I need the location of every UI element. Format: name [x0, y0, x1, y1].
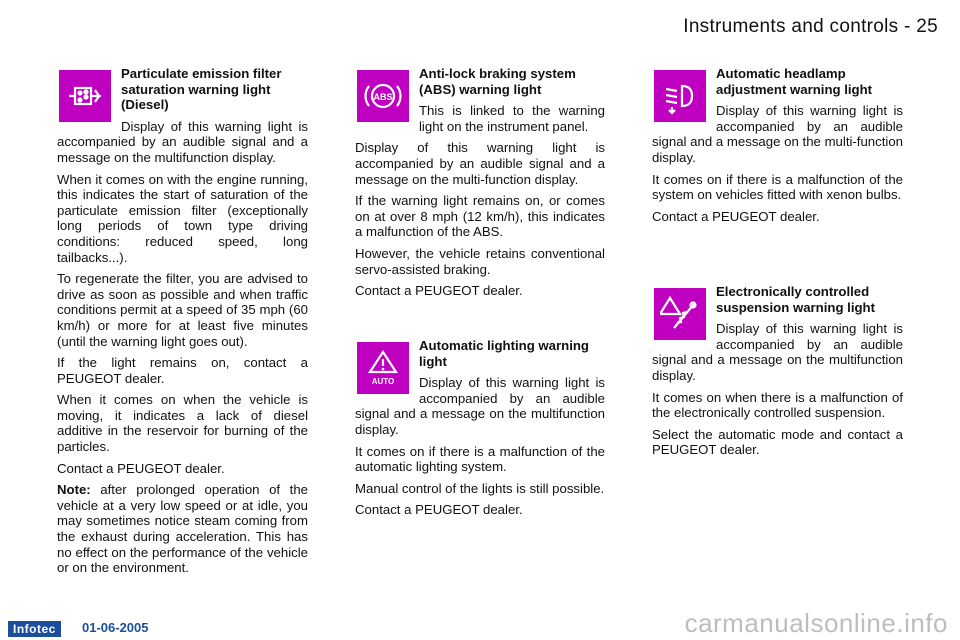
- page-title: Instruments and controls - 25: [683, 16, 938, 37]
- paragraph: If the warning light remains on, or comes on at over 8 mph (12 km/h), this indicates a malfunction of the ABS.: [355, 193, 605, 240]
- paragraph: It comes on when there is a malfunction of the electronically controlled suspension.: [652, 389, 903, 421]
- abs-heading: Anti-lock braking system (ABS) warning light: [419, 66, 576, 97]
- column-abs-lighting: [355, 66, 605, 305]
- paragraph: Display of this warning light is accompanied by an audible signal and a message on the multifunction display.: [57, 118, 308, 165]
- abs-icon: [357, 70, 409, 122]
- auto-lighting-heading: Automatic lighting warning light: [419, 338, 589, 369]
- column-particulate-filter: [57, 66, 308, 582]
- particulate-filter-icon: [59, 70, 111, 122]
- suspension-heading: Electronically controlled suspension warning light: [716, 284, 875, 315]
- paragraph: When it comes on when the vehicle is moving, it indicates a lack of diesel additive in the reservoir for burning of the particles.: [57, 392, 308, 455]
- paragraph: If the light remains on, contact a PEUGEOT dealer.: [57, 355, 308, 386]
- svg-text:ABS: ABS: [373, 92, 393, 102]
- section-headlamp-adjust: [652, 66, 903, 230]
- paragraph: Display of this warning light is accompanied by an audible signal and a message on the multi-function display.: [652, 103, 903, 165]
- paragraph: Contact a PEUGEOT dealer.: [652, 208, 820, 224]
- paragraph: Display of this warning light is accompanied by an audible signal and a message on the multifunction display.: [355, 375, 605, 437]
- infotec-badge: Infotec: [8, 621, 61, 637]
- paragraph: Display of this warning light is accompanied by an audible signal and a message on the multifunction display.: [652, 321, 903, 383]
- particulate-heading: Particulate emission filter saturation warning light (Diesel): [121, 66, 282, 113]
- paragraph: It comes on if there is a malfunction of the automatic lighting system.: [355, 443, 605, 475]
- paragraph: Select the automatic mode and contact a PEUGEOT dealer.: [652, 426, 903, 458]
- headlamp-heading: Automatic headlamp adjustment warning light: [716, 66, 873, 97]
- paragraph: Manual control of the lights is still possible.: [355, 480, 605, 496]
- paragraph: Contact a PEUGEOT dealer.: [355, 283, 523, 299]
- watermark: carmanualsonline.info: [684, 608, 948, 638]
- paragraph: When it comes on with the engine running, this indicates the start of saturation of the particulate emission filter (exceptionally long periods of town type driving conditions: reduced speed, long tailbacks...).: [57, 171, 308, 265]
- paragraph: Display of this warning light is accompanied by an audible signal and a message on the multi-function display.: [355, 140, 605, 187]
- paragraph: Contact a PEUGEOT dealer.: [57, 460, 225, 476]
- auto-lighting-icon: [357, 342, 409, 394]
- paragraph: This is linked to the warning light on the instrument panel.: [419, 103, 605, 134]
- paragraph: It comes on if there is a malfunction of the system on vehicles fitted with xenon bulbs.: [652, 171, 903, 203]
- footer-date: 01-06-2005: [82, 620, 149, 635]
- paragraph: Contact a PEUGEOT dealer.: [355, 502, 523, 518]
- note-paragraph: [57, 482, 308, 576]
- paragraph: To regenerate the filter, you are advised to drive as soon as possible and when traffic conditions permit at a speed of 35 mph (60 km/h) or more for at least five minutes (until the warning light goes out).: [57, 271, 308, 349]
- auto-icon-text: AUTO: [371, 377, 395, 386]
- section-auto-lighting: [355, 338, 605, 524]
- note-label: Note:: [57, 482, 91, 498]
- suspension-icon: [654, 288, 706, 340]
- headlamp-adjust-icon: [654, 70, 706, 122]
- note-text: after prolonged operation of the vehicle at a very low speed or at idle, you may sometimes notice steam coming from the exhaust during acceleration. This has no effect on the performance of the vehicle or on the environment.: [57, 482, 308, 576]
- section-suspension: [652, 284, 903, 464]
- paragraph: However, the vehicle retains conventional servo-assisted braking.: [355, 245, 605, 277]
